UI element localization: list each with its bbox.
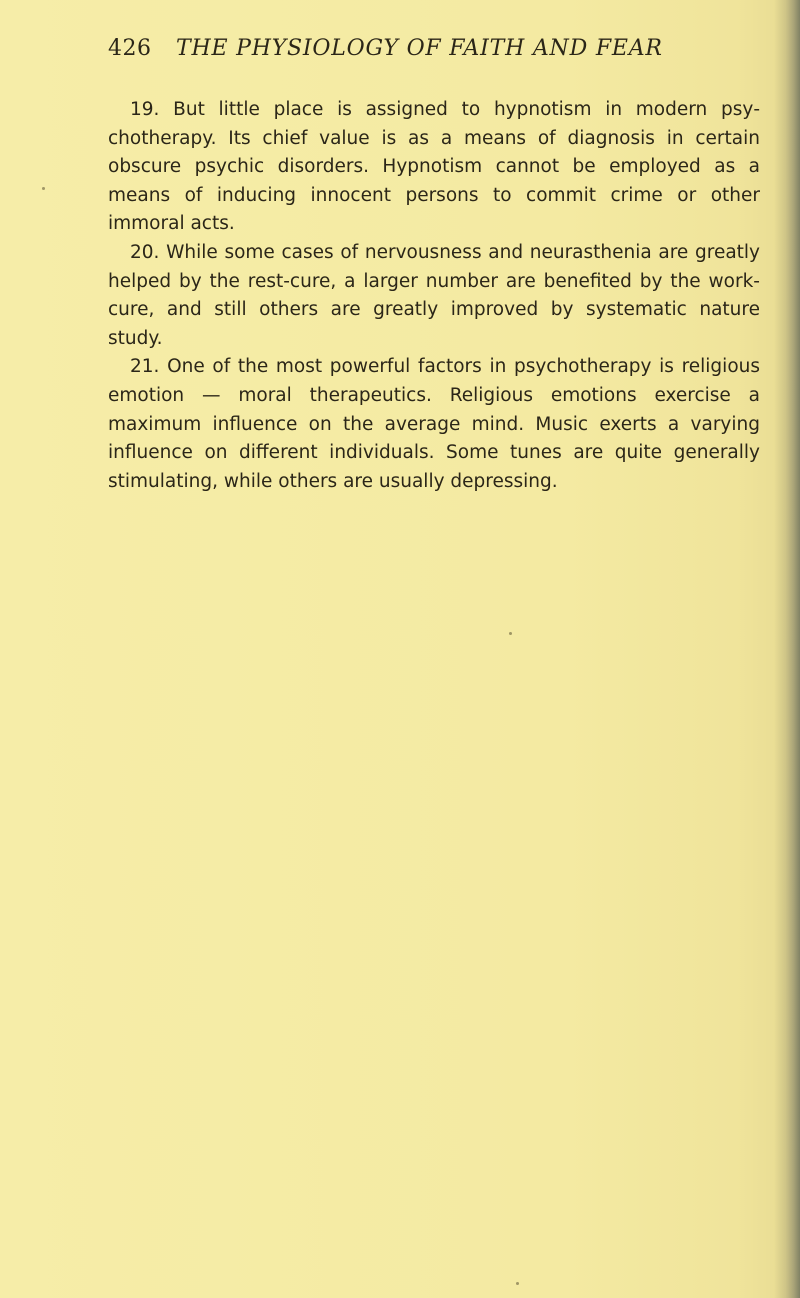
paragraph-19: 19. But little place is assigned to hypnotism in modern psychotherapy. Its chief value is as a means of diagnosis in certain obscure psychic disorders. Hypnotism cannot be employed as a means of inducing innocent persons to commit crime or other immoral acts. [108,99,760,235]
page-number: 426 [108,36,152,61]
paper-speck [42,187,45,190]
page-edge-shadow [774,0,800,1298]
running-title: THE PHYSIOLOGY OF FAITH AND FEAR [176,36,663,61]
paper-speck [516,1282,519,1285]
summary-text [108,96,760,496]
paper-speck [509,632,512,635]
paragraph-20: 20. While some cases of nervousness and neurasthenia are greatly helped by the rest-cure, a larger number are benefited by the work-cure, and still others are greatly improved by systematic nature study. [108,241,760,349]
page-header [108,36,688,68]
paragraph-21: 21. One of the most powerful factors in psychotherapy is religious emotion — moral therapeutics. Religious emotions exercise a maximum influence on the average mind. Music exerts a varying influence on different individuals. Some tunes are quite generally stimulating, while others are usually depressing. [108,356,760,492]
